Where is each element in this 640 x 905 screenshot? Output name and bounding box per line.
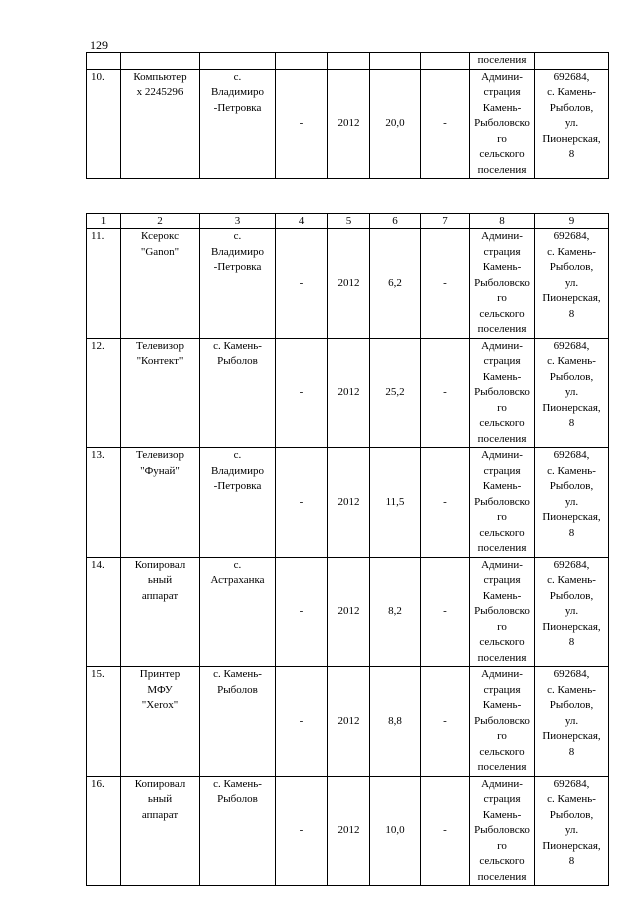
cell-address-line: ул.	[564, 117, 579, 129]
cell-holder-line: поселения	[477, 163, 527, 176]
cell-partial-9	[535, 53, 609, 70]
cell-name-line: "Фунай"	[140, 464, 180, 477]
cell-address-line: Пионерская,	[542, 132, 601, 145]
cell-number: 13.	[87, 448, 121, 558]
cell-location-line: Рыболов	[217, 793, 258, 805]
column-number-5: 5	[328, 214, 370, 229]
cell-holder-line: Рыболовско	[474, 386, 530, 398]
cell-name-line: Ксерокс	[141, 230, 179, 242]
cell-holder	[470, 448, 535, 558]
cell-address-line: ул.	[564, 605, 579, 617]
cell-holder-line: страция	[483, 86, 521, 98]
cell-address-line: 692684,	[553, 339, 590, 352]
cell-col4: -	[276, 229, 328, 339]
cell-address-line: с. Камень-	[547, 574, 596, 586]
cell-holder-line: страция	[483, 245, 521, 258]
table-header-row	[87, 214, 609, 229]
cell-holder-line: Камень-	[482, 589, 522, 602]
cell-holder-line: Камень-	[482, 480, 522, 492]
cell-address-line: Рыболов,	[549, 589, 594, 602]
cell-address-line: Рыболов,	[549, 101, 594, 114]
cell-address	[535, 229, 609, 339]
cell-name-line: "Контект"	[136, 355, 184, 367]
cell-name-line: аппарат	[141, 808, 179, 821]
cell-name	[121, 667, 200, 777]
table-row	[87, 557, 609, 667]
cell-holder-line: Рыболовско	[474, 276, 530, 289]
cell-partial-3	[200, 53, 276, 70]
cell-name	[121, 69, 200, 179]
column-number-2: 2	[121, 214, 200, 229]
cell-address-line: Рыболов,	[549, 370, 594, 383]
cell-address-line: Пионерская,	[542, 730, 601, 742]
cell-holder-line: Админи-	[481, 668, 523, 680]
cell-holder-line: Админи-	[481, 777, 523, 790]
cell-address-line: с. Камень-	[547, 464, 596, 477]
cell-name-line: МФУ	[147, 683, 173, 696]
cell-holder	[470, 338, 535, 448]
cell-holder-line: Рыболовско	[474, 495, 530, 508]
cell-holder-line: Рыболовско	[474, 714, 530, 727]
cell-address-line: 8	[568, 307, 575, 320]
cell-partial-5	[328, 53, 370, 70]
cell-address-line: ул.	[564, 495, 579, 508]
cell-value: 20,0	[370, 69, 421, 179]
cell-col7: -	[421, 776, 470, 886]
cell-col4: -	[276, 667, 328, 777]
cell-location-line: -Петровка	[213, 101, 262, 114]
cell-holder-line: го	[497, 292, 507, 304]
cell-holder	[470, 69, 535, 179]
cell-holder-line: го	[497, 839, 507, 852]
cell-year: 2012	[328, 667, 370, 777]
cell-col7: -	[421, 557, 470, 667]
cell-number: 15.	[87, 667, 121, 777]
cell-holder-line: Админи-	[481, 230, 523, 242]
cell-address-line: ул.	[564, 714, 579, 727]
cell-holder-line: поселения	[477, 432, 527, 445]
column-number-1: 1	[87, 214, 121, 229]
cell-address-line: 8	[568, 855, 575, 867]
cell-location-line: Рыболов	[217, 355, 258, 367]
cell-holder-line: сельского	[479, 745, 525, 758]
table-row	[87, 448, 609, 558]
cell-address	[535, 448, 609, 558]
cell-location-line: с.	[233, 449, 242, 461]
cell-col7: -	[421, 667, 470, 777]
cell-address-line: 692684,	[553, 230, 590, 242]
cell-col7: -	[421, 448, 470, 558]
cell-location-line: Владимиро	[210, 86, 265, 98]
cell-address-line: Рыболов,	[549, 261, 594, 273]
table-row	[87, 776, 609, 886]
cell-value: 8,2	[370, 557, 421, 667]
cell-location-line: с. Камень-	[213, 668, 262, 680]
cell-number: 11.	[87, 229, 121, 339]
column-number-8: 8	[470, 214, 535, 229]
cell-holder-line: страция	[483, 683, 521, 696]
cell-address-line: 692684,	[553, 558, 590, 571]
cell-address-line: с. Камень-	[547, 86, 596, 98]
cell-holder-line: поселения	[477, 542, 527, 554]
cell-number: 12.	[87, 338, 121, 448]
cell-name	[121, 229, 200, 339]
cell-holder-line: сельского	[479, 526, 525, 539]
cell-holder-line: Рыболовско	[474, 824, 530, 836]
cell-holder-line: Админи-	[481, 449, 523, 461]
cell-address-line: 692684,	[553, 777, 590, 790]
cell-location	[200, 776, 276, 886]
cell-holder-line: Рыболовско	[474, 117, 530, 129]
cell-address-line: 8	[568, 526, 575, 539]
cell-holder-line: го	[497, 620, 507, 633]
cell-location-line: Владимиро	[210, 245, 265, 258]
column-number-7: 7	[421, 214, 470, 229]
cell-name-line: Принтер	[139, 668, 181, 680]
cell-holder	[470, 776, 535, 886]
cell-year: 2012	[328, 557, 370, 667]
cell-holder-line: страция	[483, 464, 521, 477]
cell-location-line: Астраханка	[210, 574, 265, 586]
cell-name-line: Компьютер	[133, 70, 187, 83]
column-number-6: 6	[370, 214, 421, 229]
cell-partial-1	[87, 53, 121, 70]
cell-value: 11,5	[370, 448, 421, 558]
cell-holder-line: сельского	[479, 636, 525, 648]
cell-year: 2012	[328, 338, 370, 448]
cell-partial-2	[121, 53, 200, 70]
cell-value: 8,8	[370, 667, 421, 777]
column-number-4: 4	[276, 214, 328, 229]
cell-year: 2012	[328, 448, 370, 558]
cell-holder-line: Камень-	[482, 699, 522, 711]
cell-col7: -	[421, 69, 470, 179]
page-number: 129	[90, 38, 108, 52]
cell-address-line: 8	[568, 636, 575, 648]
cell-name-line: Телевизор	[136, 339, 184, 352]
cell-col7: -	[421, 229, 470, 339]
cell-location-line: с. Камень-	[213, 339, 262, 352]
cell-holder-line: сельского	[479, 417, 525, 429]
cell-address-line: ул.	[564, 386, 579, 398]
cell-year: 2012	[328, 776, 370, 886]
cell-location-line: Владимиро	[210, 464, 265, 477]
cell-holder-line: поселения	[477, 651, 527, 664]
cell-address-line: ул.	[564, 276, 579, 289]
cell-holder-line: го	[497, 511, 507, 523]
cell-holder-line: Админи-	[481, 339, 523, 352]
cell-holder-line: поселения	[477, 761, 527, 773]
cell-partial-7	[421, 53, 470, 70]
cell-value: 10,0	[370, 776, 421, 886]
cell-name-line: "Xerox"	[141, 699, 179, 711]
cell-col4: -	[276, 338, 328, 448]
cell-location	[200, 448, 276, 558]
cell-location	[200, 557, 276, 667]
cell-name	[121, 557, 200, 667]
cell-holder	[470, 557, 535, 667]
table-row	[87, 338, 609, 448]
cell-location-line: -Петровка	[213, 261, 262, 273]
cell-name-line: Копировал	[134, 558, 186, 571]
cell-value: 25,2	[370, 338, 421, 448]
cell-name	[121, 338, 200, 448]
column-number-9: 9	[535, 214, 609, 229]
cell-address-line: 8	[568, 745, 575, 758]
cell-number: 10.	[87, 69, 121, 179]
table-row-partial	[87, 53, 609, 70]
cell-holder	[470, 229, 535, 339]
cell-address-line: Пионерская,	[542, 839, 601, 852]
cell-holder-line: Камень-	[482, 101, 522, 114]
property-table	[86, 213, 609, 886]
cell-col4: -	[276, 557, 328, 667]
cell-address-line: 8	[568, 417, 575, 429]
cell-address-line: Пионерская,	[542, 401, 601, 414]
cell-holder-line: сельского	[479, 148, 525, 160]
table-row	[87, 667, 609, 777]
cell-address	[535, 667, 609, 777]
cell-location	[200, 69, 276, 179]
cell-number: 14.	[87, 557, 121, 667]
cell-name	[121, 776, 200, 886]
cell-year: 2012	[328, 69, 370, 179]
cell-holder	[470, 667, 535, 777]
cell-location-line: с.	[233, 230, 242, 242]
cell-holder-line: сельского	[479, 307, 525, 320]
cell-location	[200, 338, 276, 448]
cell-address-line: 692684,	[553, 70, 590, 83]
cell-holder-line: поселения	[477, 870, 527, 883]
cell-address-line: с. Камень-	[547, 245, 596, 258]
cell-holder-line: Админи-	[481, 70, 523, 83]
cell-address-line: с. Камень-	[547, 793, 596, 805]
cell-address	[535, 776, 609, 886]
cell-col4: -	[276, 448, 328, 558]
cell-name-line: ьный	[147, 793, 173, 805]
cell-holder-line: Камень-	[482, 808, 522, 821]
cell-address-line: Пионерская,	[542, 620, 601, 633]
cell-address-line: Пионерская,	[542, 511, 601, 523]
cell-value: 6,2	[370, 229, 421, 339]
cell-location	[200, 229, 276, 339]
cell-holder-line: го	[497, 401, 507, 414]
cell-holder-line: Камень-	[482, 261, 522, 273]
cell-partial-6	[370, 53, 421, 70]
cell-address-line: ул.	[564, 824, 579, 836]
cell-name-line: Телевизор	[136, 449, 184, 461]
cell-address-line: 692684,	[553, 449, 590, 461]
cell-address-line: с. Камень-	[547, 355, 596, 367]
cell-partial-4	[276, 53, 328, 70]
table-row	[87, 229, 609, 339]
cell-location-line: с.	[233, 558, 242, 571]
cell-address-line: Рыболов,	[549, 808, 594, 821]
cell-holder-line: страция	[483, 793, 521, 805]
cell-name-line: Копировал	[134, 777, 186, 790]
cell-col4: -	[276, 776, 328, 886]
cell-number: 16.	[87, 776, 121, 886]
cell-name-line: "Ganon"	[140, 245, 180, 258]
cell-address-line: Рыболов,	[549, 480, 594, 492]
cell-col4: -	[276, 69, 328, 179]
cell-location-line: с.	[233, 70, 242, 83]
cell-partial-8: поселения	[470, 53, 535, 70]
column-number-3: 3	[200, 214, 276, 229]
cell-name-line: х 2245296	[136, 86, 184, 98]
cell-location-line: Рыболов	[217, 683, 258, 696]
cell-address	[535, 338, 609, 448]
cell-holder-line: Камень-	[482, 370, 522, 383]
cell-location	[200, 667, 276, 777]
property-table-continuation	[86, 52, 609, 179]
cell-name-line: ьный	[147, 574, 173, 586]
cell-holder-line: Админи-	[481, 558, 523, 571]
cell-address-line: с. Камень-	[547, 683, 596, 696]
cell-address-line: Пионерская,	[542, 292, 601, 304]
cell-holder-line: го	[497, 730, 507, 742]
cell-holder-line: сельского	[479, 855, 525, 867]
cell-holder-line: го	[497, 132, 507, 145]
cell-holder-line: Рыболовско	[474, 605, 530, 617]
cell-address	[535, 557, 609, 667]
cell-location-line: с. Камень-	[213, 777, 262, 790]
cell-address-line: 8	[568, 148, 575, 160]
cell-name	[121, 448, 200, 558]
cell-address-line: Рыболов,	[549, 699, 594, 711]
cell-holder-line: поселения	[477, 323, 527, 335]
table-row	[87, 69, 609, 179]
cell-address-line: 692684,	[553, 668, 590, 680]
cell-location-line: -Петровка	[213, 480, 262, 492]
cell-col7: -	[421, 338, 470, 448]
cell-address	[535, 69, 609, 179]
cell-name-line: аппарат	[141, 589, 179, 602]
cell-year: 2012	[328, 229, 370, 339]
cell-holder-line: страция	[483, 355, 521, 367]
cell-holder-line: страция	[483, 574, 521, 586]
